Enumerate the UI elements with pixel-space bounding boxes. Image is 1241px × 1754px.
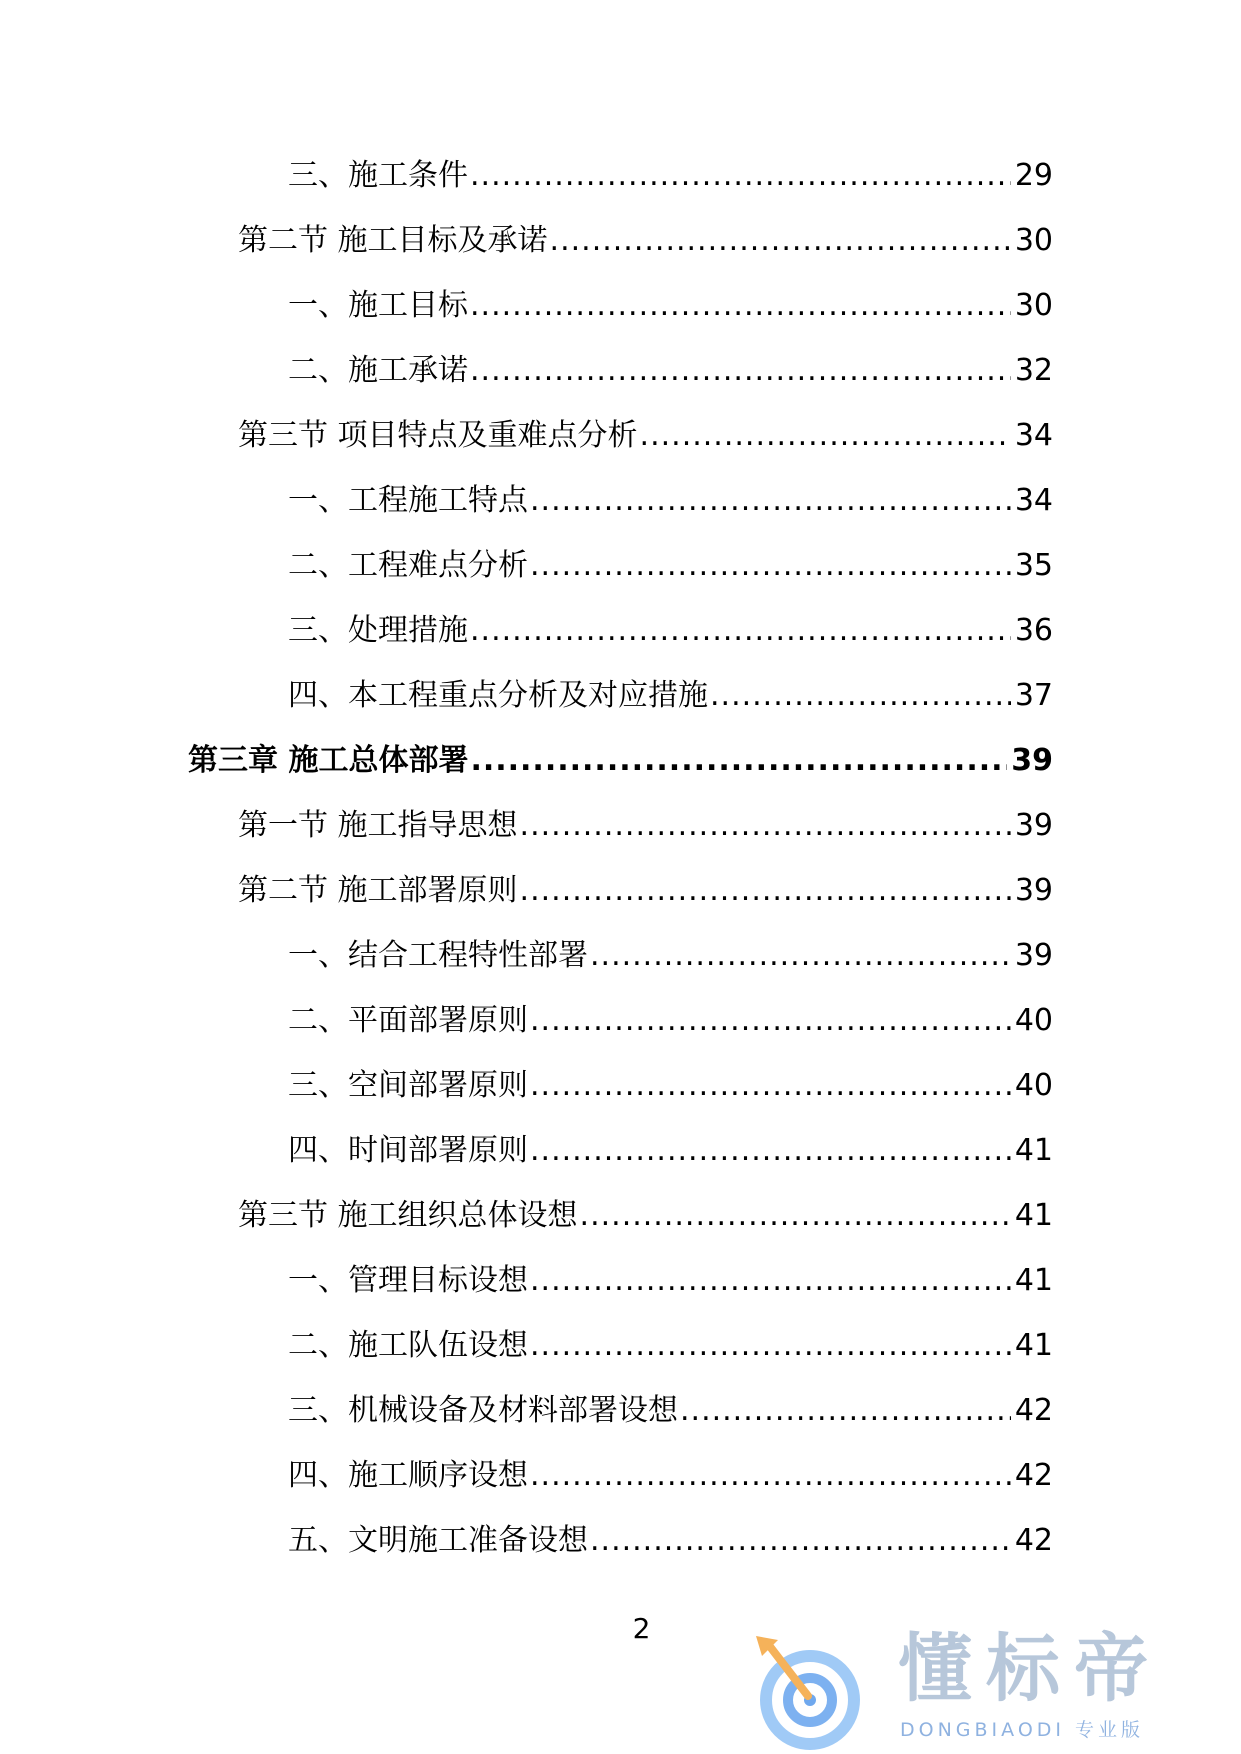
target-arrow-icon [748, 1626, 880, 1750]
watermark-brand-name: 懂标帝 [898, 1626, 1162, 1712]
toc-entry-title: 第二节 施工部署原则 [238, 873, 518, 908]
watermark [738, 1618, 1238, 1754]
toc-dot-leader [470, 613, 1011, 649]
toc-entry-title: 一、施工目标 [288, 288, 468, 323]
toc-entry-line [288, 1263, 1053, 1299]
toc-entry-title: 五、文明施工准备设想 [288, 1523, 588, 1558]
toc-entry[interactable] [0, 1523, 1241, 1588]
toc-entry[interactable] [0, 743, 1241, 808]
toc-dot-leader [640, 418, 1011, 454]
toc-entry-line [288, 678, 1053, 714]
toc-dot-leader [680, 1393, 1011, 1429]
toc-entry-line [288, 288, 1053, 324]
toc-entry-title: 二、施工队伍设想 [288, 1328, 528, 1363]
toc-entry[interactable] [0, 1263, 1241, 1328]
watermark-subtitle: DONGBIAODI 专业版 [900, 1719, 1145, 1741]
toc-entry[interactable] [0, 288, 1241, 353]
toc-entry[interactable] [0, 223, 1241, 288]
toc-entry[interactable] [0, 678, 1241, 743]
toc-entry-title: 四、时间部署原则 [288, 1133, 528, 1168]
toc-entry-title: 一、管理目标设想 [288, 1263, 528, 1298]
toc-entry[interactable] [0, 1458, 1241, 1523]
toc-dot-leader [470, 288, 1011, 324]
toc-entry[interactable] [0, 808, 1241, 873]
toc-entry[interactable] [0, 873, 1241, 938]
toc-dot-leader [530, 483, 1011, 519]
toc-entry-line [238, 223, 1053, 259]
toc-entry-line [288, 1458, 1053, 1494]
toc-dot-leader [530, 1263, 1011, 1299]
toc-entry-line [288, 1003, 1053, 1039]
toc-entry[interactable] [0, 418, 1241, 483]
toc-entry-line [238, 418, 1053, 454]
toc-entry-page-number: 40 [1014, 1003, 1053, 1038]
toc-entry[interactable] [0, 1328, 1241, 1393]
table-of-contents [0, 158, 1241, 1588]
toc-dot-leader [530, 1003, 1011, 1039]
toc-entry-line [238, 808, 1053, 844]
toc-entry-page-number: 42 [1014, 1393, 1053, 1428]
toc-entry[interactable] [0, 1393, 1241, 1458]
toc-entry-title: 三、处理措施 [288, 613, 468, 648]
toc-dot-leader [550, 223, 1011, 259]
toc-dot-leader [590, 1523, 1011, 1559]
toc-entry[interactable] [0, 548, 1241, 613]
toc-entry-line [238, 873, 1053, 909]
page-number: 2 [632, 1612, 651, 1645]
toc-entry[interactable] [0, 1198, 1241, 1263]
toc-entry-page-number: 39 [1014, 808, 1053, 843]
toc-dot-leader [530, 1328, 1011, 1364]
toc-entry[interactable] [0, 613, 1241, 678]
toc-entry-title: 一、工程施工特点 [288, 483, 528, 518]
toc-entry-line [288, 1133, 1053, 1169]
toc-entry-line [288, 1068, 1053, 1104]
toc-entry-page-number: 36 [1014, 613, 1053, 648]
toc-entry-title: 二、工程难点分析 [288, 548, 528, 583]
toc-entry-line [288, 1328, 1053, 1364]
toc-dot-leader [470, 158, 1011, 194]
toc-entry[interactable] [0, 158, 1241, 223]
toc-dot-leader [470, 743, 1007, 779]
toc-dot-leader [530, 1068, 1011, 1104]
toc-entry-line [188, 743, 1053, 779]
toc-entry-page-number: 41 [1014, 1133, 1053, 1168]
toc-entry-page-number: 39 [1014, 873, 1053, 908]
toc-dot-leader [470, 353, 1011, 389]
toc-entry-page-number: 30 [1014, 288, 1053, 323]
toc-entry-line [288, 548, 1053, 584]
toc-entry-page-number: 35 [1014, 548, 1053, 583]
toc-entry-title: 第三节 施工组织总体设想 [238, 1198, 578, 1233]
toc-entry-page-number: 37 [1014, 678, 1053, 713]
toc-entry-line [288, 353, 1053, 389]
toc-entry-page-number: 32 [1014, 353, 1053, 388]
toc-dot-leader [520, 873, 1011, 909]
toc-entry-page-number: 34 [1014, 418, 1053, 453]
toc-entry-title: 第三节 项目特点及重难点分析 [238, 418, 638, 453]
toc-entry-page-number: 41 [1014, 1328, 1053, 1363]
toc-entry-title: 第二节 施工目标及承诺 [238, 223, 548, 258]
toc-entry-line [288, 1393, 1053, 1429]
toc-dot-leader [520, 808, 1011, 844]
toc-entry-title: 三、机械设备及材料部署设想 [288, 1393, 678, 1428]
toc-entry-line [238, 1198, 1053, 1234]
toc-entry-title: 二、施工承诺 [288, 353, 468, 388]
toc-entry-page-number: 40 [1014, 1068, 1053, 1103]
toc-dot-leader [710, 678, 1011, 714]
toc-entry-line [288, 1523, 1053, 1559]
toc-entry-page-number: 39 [1011, 743, 1053, 778]
toc-entry-page-number: 41 [1014, 1263, 1053, 1298]
toc-entry[interactable] [0, 938, 1241, 1003]
toc-entry-line [288, 158, 1053, 194]
toc-entry-title: 二、平面部署原则 [288, 1003, 528, 1038]
toc-entry-page-number: 41 [1014, 1198, 1053, 1233]
toc-dot-leader [580, 1198, 1011, 1234]
toc-entry-page-number: 42 [1014, 1458, 1053, 1493]
toc-dot-leader [530, 1133, 1011, 1169]
toc-entry-page-number: 34 [1014, 483, 1053, 518]
toc-entry-title: 一、结合工程特性部署 [288, 938, 588, 973]
toc-entry-page-number: 39 [1014, 938, 1053, 973]
toc-entry[interactable] [0, 353, 1241, 418]
toc-entry-page-number: 30 [1014, 223, 1053, 258]
toc-dot-leader [530, 548, 1011, 584]
toc-entry-line [288, 613, 1053, 649]
toc-entry[interactable] [0, 1068, 1241, 1133]
toc-entry-page-number: 29 [1014, 158, 1053, 193]
toc-entry-title: 第一节 施工指导思想 [238, 808, 518, 843]
toc-entry-title: 四、施工顺序设想 [288, 1458, 528, 1493]
toc-dot-leader [530, 1458, 1011, 1494]
toc-dot-leader [590, 938, 1011, 974]
toc-entry-line [288, 483, 1053, 519]
toc-entry[interactable] [0, 1133, 1241, 1198]
toc-entry-title: 四、本工程重点分析及对应措施 [288, 678, 708, 713]
toc-entry[interactable] [0, 1003, 1241, 1068]
toc-entry-page-number: 42 [1014, 1523, 1053, 1558]
toc-entry-title: 三、施工条件 [288, 158, 468, 193]
toc-entry[interactable] [0, 483, 1241, 548]
toc-entry-line [288, 938, 1053, 974]
toc-entry-title: 三、空间部署原则 [288, 1068, 528, 1103]
toc-entry-title: 第三章 施工总体部署 [188, 743, 469, 778]
